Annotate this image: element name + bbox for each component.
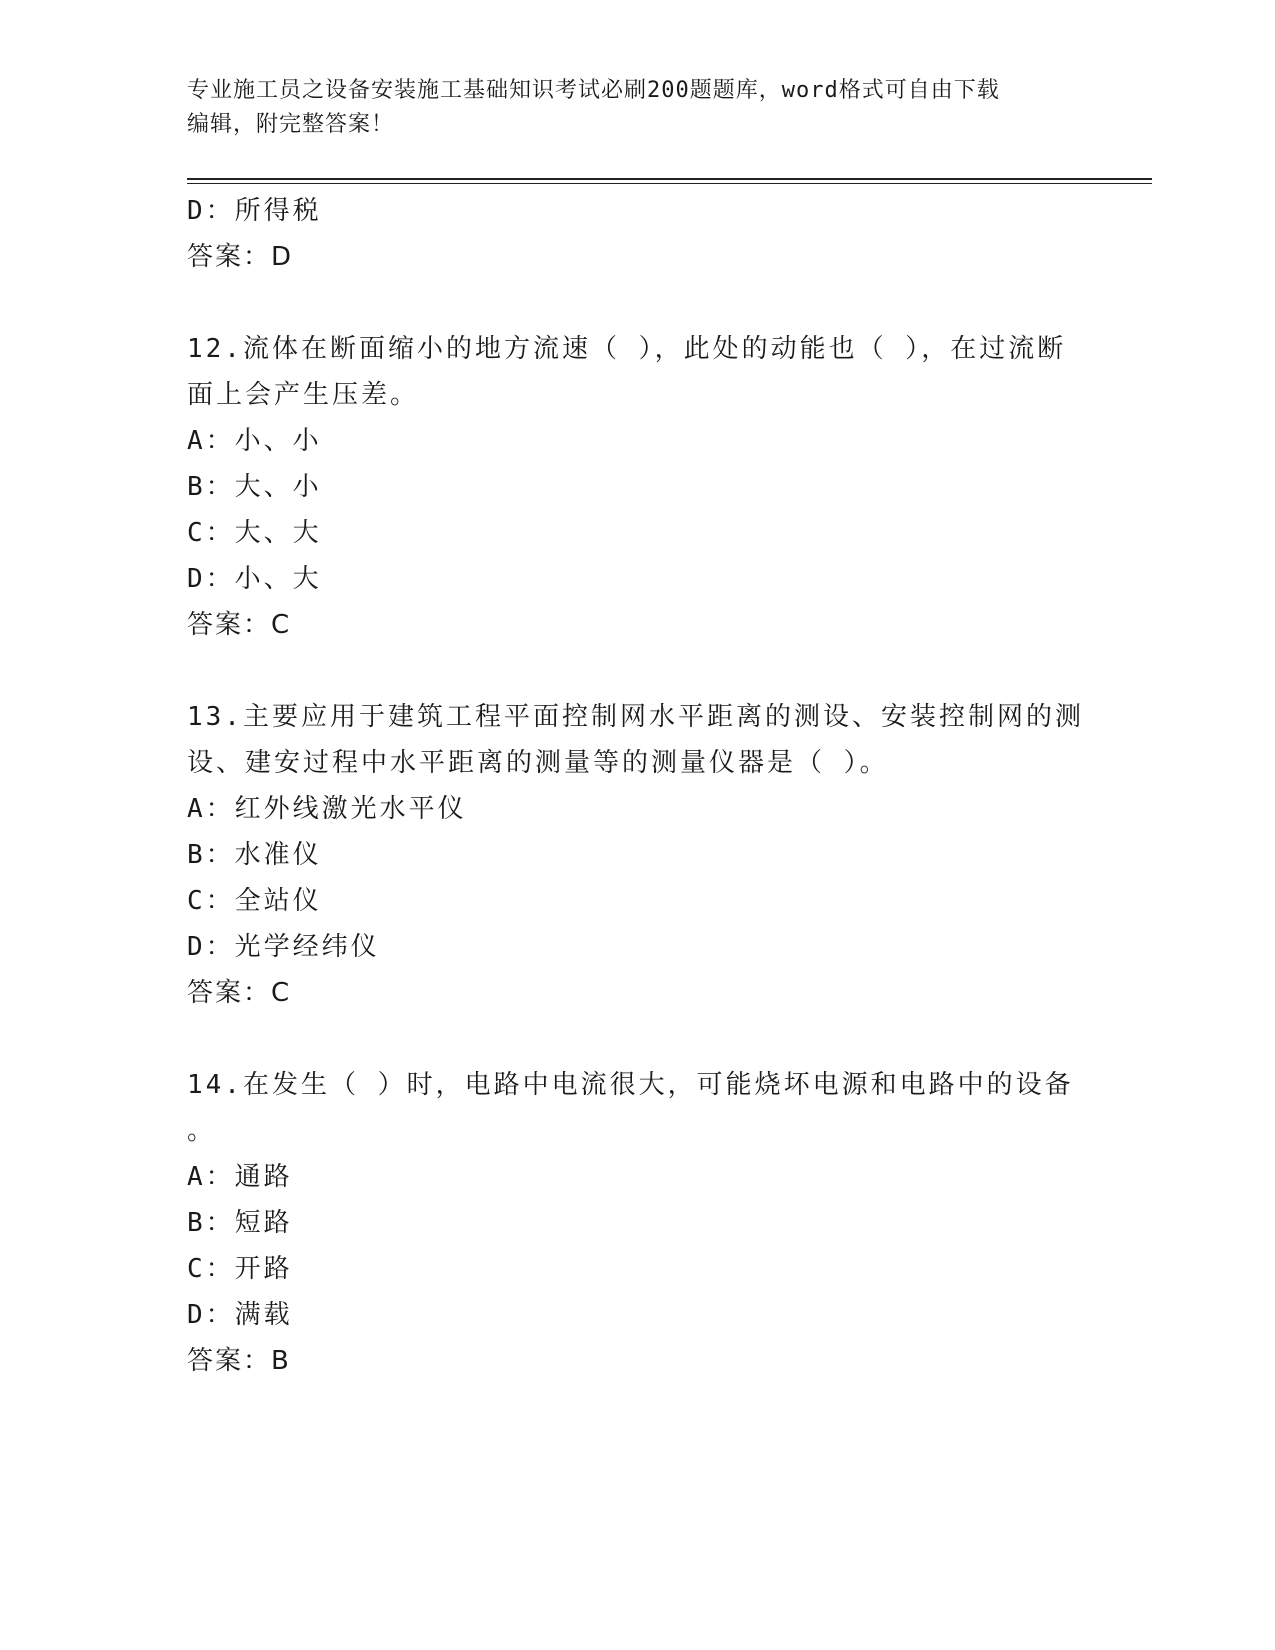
spacer xyxy=(187,1016,1087,1062)
prev-option-d: D：所得税 xyxy=(187,196,322,226)
question-stem: 面上会产生压差。 xyxy=(187,380,420,410)
question-12 xyxy=(187,326,1087,648)
question-stem: 。 xyxy=(187,1116,217,1146)
option-a: A：通路 xyxy=(187,1162,293,1192)
option-b: B：大、小 xyxy=(187,472,322,502)
question-stem: 设、建安过程中水平距离的测量等的测量仪器是（ ）。 xyxy=(187,748,889,778)
option-d: D：满载 xyxy=(187,1300,293,1330)
option-c: C：大、大 xyxy=(187,518,322,548)
prev-answer: 答案：D xyxy=(187,242,294,272)
option-a: A：红外线激光水平仪 xyxy=(187,794,467,824)
answer: 答案：C xyxy=(187,978,292,1008)
answer: 答案：B xyxy=(187,1346,291,1376)
spacer xyxy=(187,280,1087,326)
option-c: C：全站仪 xyxy=(187,886,322,916)
header-line-1: 专业施工员之设备安装施工基础知识考试必刷200题题库，word格式可自由下载 xyxy=(187,78,1000,103)
option-b: B：短路 xyxy=(187,1208,293,1238)
option-d: D：光学经纬仪 xyxy=(187,932,380,962)
option-b: B：水准仪 xyxy=(187,840,322,870)
option-c: C：开路 xyxy=(187,1254,293,1284)
answer: 答案：C xyxy=(187,610,292,640)
header-line-2: 编辑，附完整答案！ xyxy=(187,112,395,137)
question-13 xyxy=(187,694,1087,1016)
page-header xyxy=(187,74,1087,142)
option-d: D：小、大 xyxy=(187,564,322,594)
question-stem: 13.主要应用于建筑工程平面控制网水平距离的测设、安装控制网的测 xyxy=(187,702,1084,732)
document-body xyxy=(187,188,1087,1384)
question-14 xyxy=(187,1062,1087,1384)
header-divider-thick xyxy=(187,178,1152,180)
question-stem: 12.流体在断面缩小的地方流速（ ），此处的动能也（ ），在过流断 xyxy=(187,334,1067,364)
header-divider-thin xyxy=(187,183,1152,184)
question-stem: 14.在发生（ ）时，电路中电流很大，可能烧坏电源和电路中的设备 xyxy=(187,1070,1074,1100)
spacer xyxy=(187,648,1087,694)
option-a: A：小、小 xyxy=(187,426,322,456)
